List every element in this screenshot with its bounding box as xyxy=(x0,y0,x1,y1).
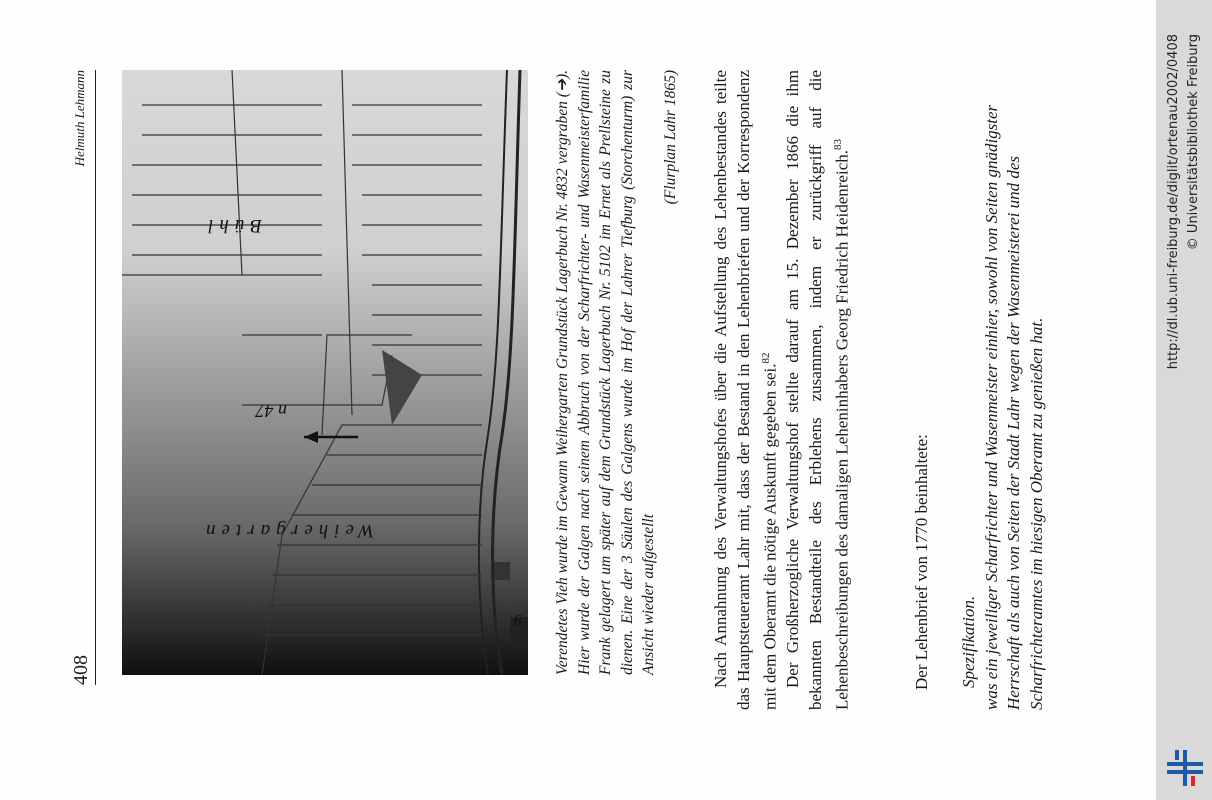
spezifikation-block xyxy=(958,70,1048,710)
watermark-copyright: © Universitätsbibliothek Freiburg xyxy=(1186,34,1201,251)
figure-caption xyxy=(552,70,681,675)
paragraph-1-text: Nach Annahnung des Verwaltungshofes über die Aufstellung des Lehenbestandes teilte das Hauptsteueramt Lahr mit, dass der Bestand in den Lehenbriefen und der Korrespondenz mit dem Oberamt die nötige Auskunft gegeben sei. xyxy=(711,70,780,710)
page-number: 408 xyxy=(70,655,92,685)
paragraph-2 xyxy=(782,70,854,710)
paragraph-1 xyxy=(710,70,782,710)
footnote-ref-83: 83 xyxy=(832,139,845,150)
map-label-nine: 9 xyxy=(514,611,522,628)
map-label-n47: n 47 xyxy=(255,401,287,421)
caption-source: (Flurplan Lahr 1865) xyxy=(661,70,679,205)
watermark-strip xyxy=(1156,0,1212,800)
spezifikation-text: was ein jeweiliger Scharfrichter und Wasenmeister einhier, sowohl von Seiten gnädigster Herrschaft als auch von Seiten der Stadt Lahr wegen der Wasenmeisterei und des Scharfrichteramtes im hiesigen Oberamt zu genießen hat. xyxy=(981,104,1046,710)
spezifikation-title: Spezifikation. xyxy=(959,595,978,688)
library-logo-icon xyxy=(1165,748,1205,788)
footnote-ref-82: 82 xyxy=(760,352,772,364)
running-head: Helmuth Lehmann xyxy=(72,70,87,167)
watermark-text xyxy=(1156,0,1212,800)
caption-text: Verendetes Vieh wurde im Gewann Weihergarten Grundstück Lagerbuch Nr. 4832 vergraben (➔). Hier wurde der Galgen nach seinem Abbruch von der Scharfrichter- und Wasenmeisterfamilie Frank gelagert um später auf dem Grundstück Lagerbuch Nr. 5102 im Ernet als Prellsteine zu dienen. Eine der 3 Säulen des Galgens wurde im Hof der Lahrer Tiefburg (Storchenturm) zur Ansicht wieder aufgestellt xyxy=(554,70,657,675)
map-label-buhl: Bühl xyxy=(202,215,262,236)
header-rule xyxy=(95,70,96,685)
body-text xyxy=(710,70,854,710)
map-drawing xyxy=(122,70,528,675)
watermark-url[interactable]: http://dl.ub.uni-freiburg.de/diglit/ortenau2002/0408 xyxy=(1166,34,1181,370)
map-label-weihergarten: Weihergarten xyxy=(199,520,374,541)
cadastral-map xyxy=(122,70,528,675)
paragraph-2-text: Der Großherzogliche Verwaltungshof stellte darauf am 15. Dezember 1866 die ihm bekannten Bestandteile des Erblehens zusammen, indem er zurückgriff auf die Lehenbeschreibungen des damaligen Leheninhabers Georg Friedrich Heidenreich. xyxy=(783,70,852,710)
lehenbrief-heading: Der Lehenbrief von 1770 beinhaltete: xyxy=(912,434,931,690)
